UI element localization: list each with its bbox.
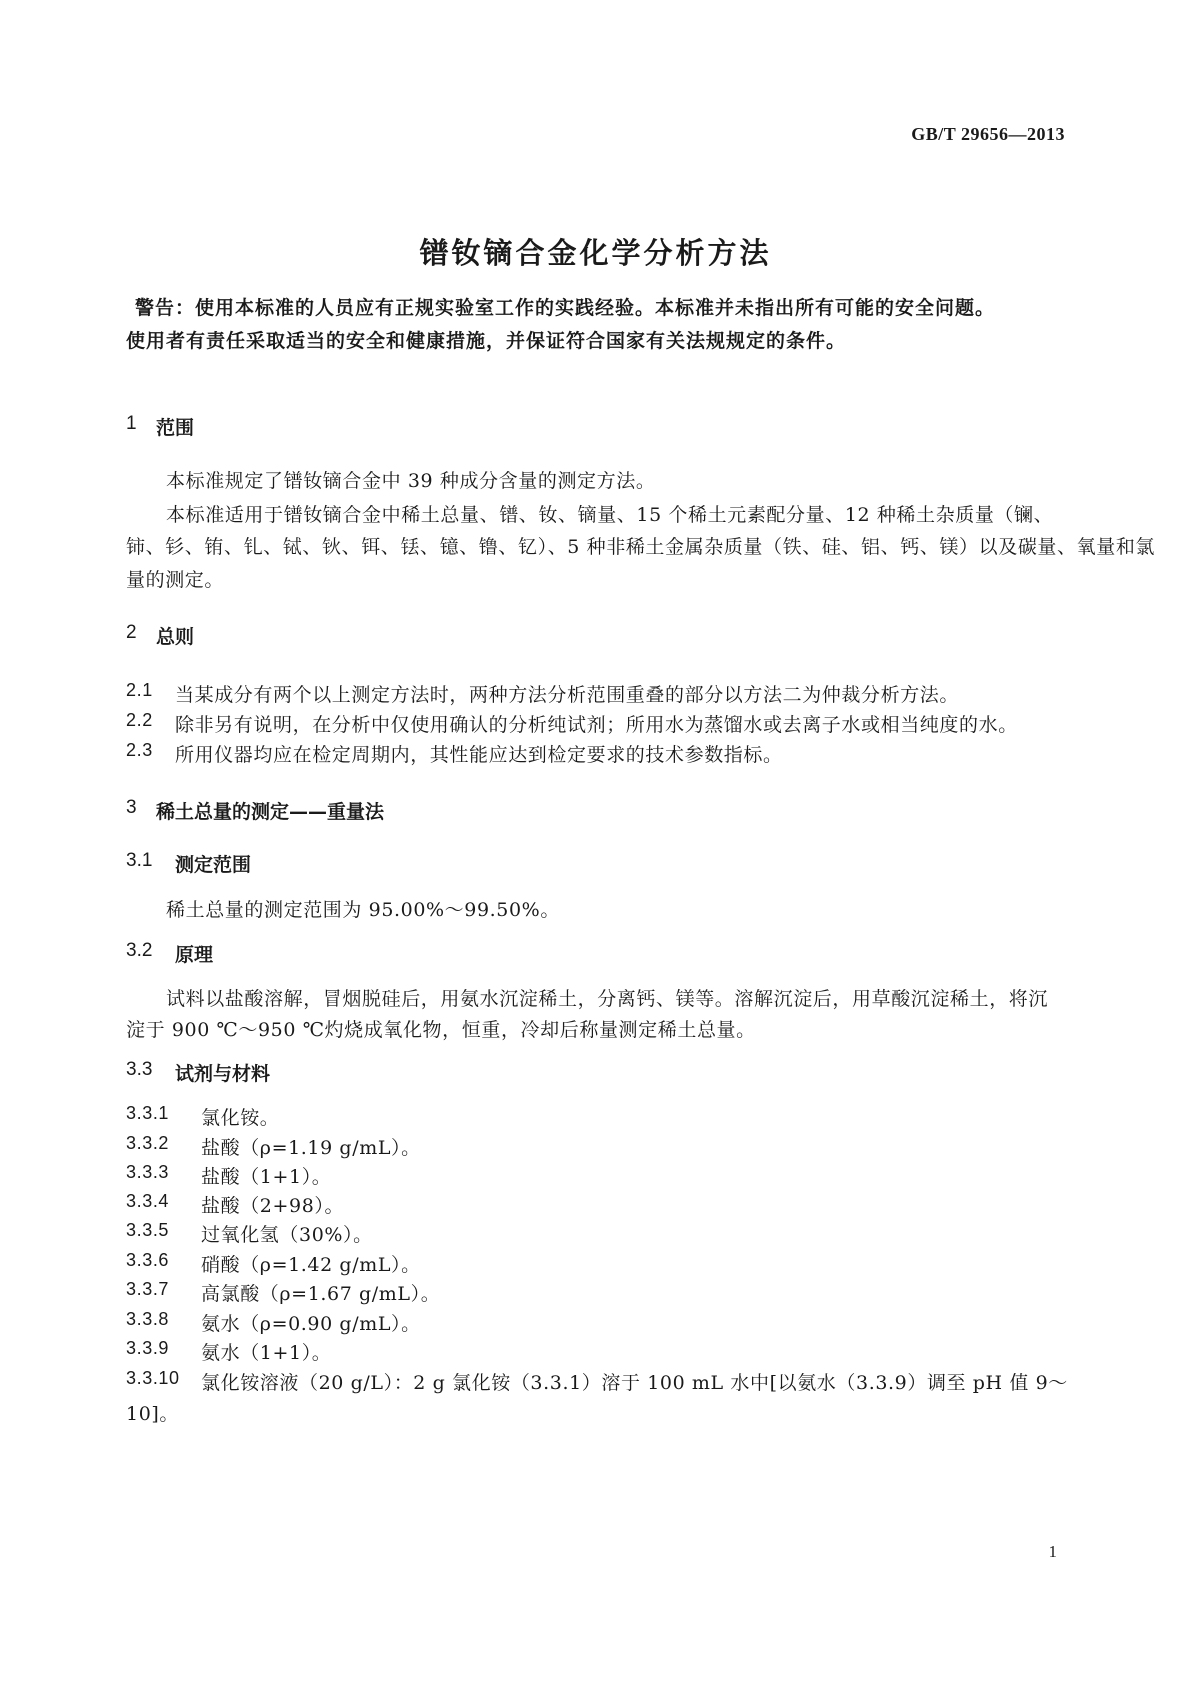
item-number: 3.3.10 <box>126 1368 180 1388</box>
item-number: 3.3.9 <box>126 1338 170 1358</box>
paragraph: 本标准规定了镨钕镝合金中 39 种成分含量的测定方法。 <box>166 470 656 492</box>
item-number: 3.3.4 <box>126 1191 170 1211</box>
clause-number: 2.3 <box>126 740 153 760</box>
clause-item <box>126 710 1026 736</box>
clause-item <box>126 680 1026 706</box>
item-number: 3.3.2 <box>126 1133 170 1153</box>
reagent-item <box>126 1162 1026 1188</box>
item-text: 氨水（ρ=0.90 g/mL）。 <box>201 1313 421 1335</box>
item-text: 氯化铵溶液（20 g/L）：2 g 氯化铵（3.3.1）溶于 100 mL 水中[以氨水（3.3.9）调至 pH 值 9～ <box>201 1372 1068 1394</box>
paragraph: 量的测定。 <box>126 569 225 591</box>
paragraph: 淀于 900 ℃～950 ℃灼烧成氧化物，恒重，冷却后称量测定稀土总量。 <box>126 1019 756 1041</box>
paragraph: 本标准适用于镨钕镝合金中稀土总量、镨、钕、镝量、15 个稀土元素配分量、12 种稀土杂质量（镧、 <box>166 504 1054 526</box>
section-number: 2 <box>126 622 137 643</box>
item-text: 氯化铵。 <box>201 1107 280 1129</box>
paragraph: 稀土总量的测定范围为 95.00%～99.50%。 <box>166 899 560 921</box>
section-title: 总则 <box>156 626 195 648</box>
warning-line-2: 使用者有责任采取适当的安全和健康措施，并保证符合国家有关法规规定的条件。 <box>126 330 847 352</box>
standard-code: GB/T 29656—2013 <box>911 124 1065 144</box>
clause-text: 除非另有说明，在分析中仅使用确认的分析纯试剂；所用水为蒸馏水或去离子水或相当纯度的水。 <box>175 714 1018 736</box>
warning-line-1: 警告：使用本标准的人员应有正规实验室工作的实践经验。本标准并未指出所有可能的安全问题。 <box>135 297 996 319</box>
section-1-heading <box>126 413 426 437</box>
reagent-item <box>126 1250 1026 1276</box>
paragraph: 试料以盐酸溶解，冒烟脱硅后，用氨水沉淀稀土，分离钙、镁等。溶解沉淀后，用草酸沉淀稀土，将沉 <box>166 988 1049 1010</box>
document-title: 镨钕镝合金化学分析方法 <box>419 236 772 270</box>
section-title: 范围 <box>156 417 195 439</box>
item-text: 硝酸（ρ=1.42 g/mL）。 <box>201 1254 421 1276</box>
subsection-3-1-heading <box>126 850 426 874</box>
item-number: 3.3.1 <box>126 1103 170 1123</box>
section-number: 3.2 <box>126 940 153 961</box>
clause-item <box>126 740 1026 766</box>
clause-number: 2.2 <box>126 710 153 730</box>
reagent-item <box>126 1368 1068 1394</box>
reagent-item <box>126 1220 1026 1246</box>
item-text: 过氧化氢（30%）。 <box>201 1224 373 1246</box>
reagent-item <box>126 1309 1026 1335</box>
section-number: 1 <box>126 413 137 434</box>
reagent-item <box>126 1133 1026 1159</box>
reagent-item <box>126 1191 1026 1217</box>
section-number: 3.1 <box>126 850 153 871</box>
clause-text: 当某成分有两个以上测定方法时，两种方法分析范围重叠的部分以方法二为仲裁分析方法。 <box>175 684 960 706</box>
reagent-item-continuation: 10]。 <box>126 1403 179 1425</box>
item-text: 盐酸（1+1）。 <box>201 1166 332 1188</box>
item-number: 3.3.8 <box>126 1309 170 1329</box>
section-3-heading <box>126 797 526 821</box>
subsection-3-2-heading <box>126 940 426 964</box>
reagent-item <box>126 1103 1026 1129</box>
section-number: 3.3 <box>126 1059 153 1080</box>
reagent-item <box>126 1338 1026 1364</box>
item-number: 3.3.5 <box>126 1220 170 1240</box>
paragraph: 铈、钐、铕、钆、铽、钬、铒、铥、镱、镥、钇）、5 种非稀土金属杂质量（铁、硅、铝、钙、镁）以及碳量、氧量和氯 <box>126 536 1156 558</box>
section-title: 原理 <box>175 944 214 966</box>
item-text: 盐酸（2+98）。 <box>201 1195 345 1217</box>
section-2-heading <box>126 622 426 646</box>
section-title: 测定范围 <box>175 854 252 876</box>
item-text: 盐酸（ρ=1.19 g/mL）。 <box>201 1137 421 1159</box>
item-text: 氨水（1+1）。 <box>201 1342 332 1364</box>
item-number: 3.3.3 <box>126 1162 170 1182</box>
reagent-item <box>126 1279 1026 1305</box>
section-number: 3 <box>126 797 137 818</box>
clause-number: 2.1 <box>126 680 153 700</box>
item-text: 高氯酸（ρ=1.67 g/mL）。 <box>201 1283 441 1305</box>
section-title: 试剂与材料 <box>175 1063 271 1085</box>
subsection-3-3-heading <box>126 1059 426 1083</box>
item-number: 3.3.7 <box>126 1279 170 1299</box>
section-title: 稀土总量的测定——重量法 <box>156 801 385 823</box>
clause-text: 所用仪器均应在检定周期内，其性能应达到检定要求的技术参数指标。 <box>175 744 783 766</box>
page-number: 1 <box>1048 1542 1057 1561</box>
item-number: 3.3.6 <box>126 1250 170 1270</box>
